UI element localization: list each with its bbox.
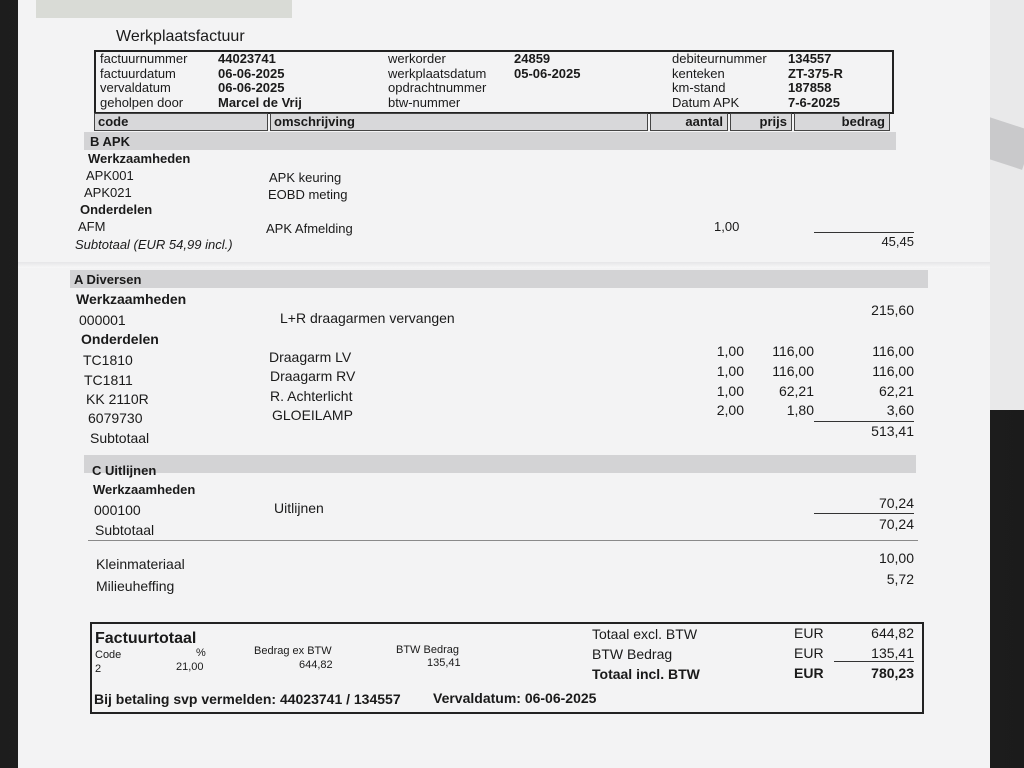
header-value: 44023741: [218, 51, 276, 66]
header-value: ZT-375-R: [788, 65, 843, 81]
section-a-part-aantal: 2,00: [716, 402, 744, 418]
section-a-part-prijs: 1,80: [786, 402, 814, 418]
extra-value: 10,00: [878, 550, 914, 566]
section-a-bar: [70, 270, 928, 288]
section-a-werk-code: 000001: [79, 312, 126, 328]
invoice-title: Werkplaatsfactuur: [116, 28, 245, 45]
section-b-werk-code: APK021: [84, 185, 132, 200]
header-label: btw-nummer: [388, 94, 461, 110]
total-line-label: BTW Bedrag: [592, 646, 673, 662]
total-line-label: Totaal excl. BTW: [592, 626, 698, 642]
vat-header-code: Code: [95, 649, 122, 661]
header-col1-labels: [100, 52, 187, 110]
extra-value: 5,72: [886, 571, 914, 587]
section-b-bar: [84, 132, 896, 150]
header-label: werkplaatsdatum: [388, 65, 487, 81]
section-c-bar: [84, 455, 916, 473]
header-label: factuurdatum: [100, 65, 176, 81]
section-b-werk-desc: EOBD meting: [268, 187, 348, 202]
section-c-werk-bedrag: 70,24: [878, 495, 914, 511]
header-value: Marcel de Vrij: [218, 94, 302, 110]
header-col1-values: [218, 52, 302, 110]
section-a-part-bedrag: 116,00: [872, 363, 914, 379]
section-b-werk-desc: APK keuring: [269, 170, 342, 185]
section-a-part-code: KK 2110R: [86, 391, 149, 407]
invoice-paper: [18, 0, 990, 768]
section-a-part-aantal: 1,00: [716, 343, 744, 359]
header-value: 06-06-2025: [218, 65, 285, 81]
total-rule: [834, 661, 914, 662]
section-a-part-code: TC1810: [83, 352, 133, 368]
section-a-part-prijs: 62,21: [778, 383, 814, 399]
total-line-value: 135,41: [871, 645, 914, 661]
header-col3-values: [788, 52, 843, 110]
header-box: [94, 50, 894, 114]
section-a-part-desc: Draagarm RV: [270, 368, 356, 384]
section-a-part-bedrag: 116,00: [872, 343, 914, 359]
section-b-part-aantal: 1,00: [714, 219, 740, 234]
total-line-currency: EUR: [794, 645, 824, 661]
section-c-subtotal: 70,24: [878, 516, 914, 532]
header-label: factuurnummer: [100, 51, 188, 66]
header-value: 05-06-2025: [514, 65, 581, 81]
header-value: 06-06-2025: [218, 80, 285, 95]
header-value: 187858: [788, 80, 832, 95]
total-line-currency: EUR: [794, 665, 824, 681]
section-c-werk-desc: Uitlijnen: [274, 500, 324, 516]
section-c-werk-code: 000100: [94, 502, 141, 518]
col-header-prijs: prijs: [730, 113, 792, 131]
vat-row-pct: 21,00: [176, 661, 204, 673]
section-a-werk-label: Werkzaamheden: [76, 291, 187, 307]
section-a-onderdelen-label: Onderdelen: [81, 331, 159, 347]
header-col2-values: [514, 52, 581, 81]
vat-row-ex: 644,82: [299, 659, 333, 671]
col-header-bedrag: bedrag: [794, 113, 890, 131]
section-a-werk-desc: L+R draagarmen vervangen: [280, 310, 455, 326]
header-value: 134557: [788, 51, 832, 66]
section-a-part-prijs: 116,00: [772, 343, 814, 359]
section-a-part-desc: R. Achterlicht: [270, 388, 353, 404]
header-col3-labels: [672, 52, 767, 110]
section-b-werk-code: APK001: [86, 168, 134, 183]
section-c-werk-label: Werkzaamheden: [93, 482, 196, 497]
section-b-werk-label: Werkzaamheden: [88, 151, 191, 166]
header-label: opdrachtnummer: [388, 80, 487, 95]
col-header-aantal: aantal: [650, 113, 728, 131]
header-label: km-stand: [672, 80, 726, 95]
subtotal-rule: [814, 232, 914, 233]
header-value: 7-6-2025: [788, 94, 841, 110]
due-note: Vervaldatum: 06-06-2025: [433, 690, 597, 706]
total-line-value: 780,23: [871, 665, 914, 681]
top-strip: [36, 0, 292, 18]
section-divider: [88, 540, 918, 541]
section-a-part-aantal: 1,00: [716, 363, 744, 379]
section-a-part-code: 6079730: [88, 410, 143, 426]
section-a-part-aantal: 1,00: [716, 383, 744, 399]
subtotal-rule: [814, 513, 914, 514]
section-a-part-prijs: 116,00: [772, 363, 814, 379]
extra-label: Kleinmateriaal: [96, 556, 185, 572]
header-label: geholpen door: [100, 94, 184, 110]
header-label: debiteurnummer: [672, 51, 767, 66]
section-b-onderdelen-label: Onderdelen: [80, 202, 153, 217]
vat-row-code: 2: [95, 663, 102, 675]
section-c-subtotal-label: Subtotaal: [95, 522, 155, 538]
header-label: werkorder: [388, 51, 446, 66]
section-a-werk-bedrag: 215,60: [871, 302, 914, 318]
section-c-title: C Uitlijnen: [92, 463, 157, 478]
vat-header-btw: BTW Bedrag: [396, 644, 459, 656]
totals-title: Factuurtotaal: [95, 630, 197, 647]
header-label: vervaldatum: [100, 80, 171, 95]
header-label: Datum APK: [672, 94, 740, 110]
total-line-value: 644,82: [871, 625, 914, 641]
vat-header-pct: %: [196, 647, 206, 659]
subtotal-rule: [814, 421, 914, 422]
section-b-subtotal: 45,45: [881, 234, 914, 249]
section-a-subtotal: 513,41: [871, 423, 914, 439]
header-value: 24859: [514, 51, 551, 66]
section-b-part-code: AFM: [78, 219, 106, 234]
vat-header-ex: Bedrag ex BTW: [254, 645, 332, 657]
extra-label: Milieuheffing: [96, 578, 175, 594]
col-header-omschrijving: omschrijving: [270, 113, 648, 131]
header-label: kenteken: [672, 65, 725, 81]
section-a-part-bedrag: 3,60: [886, 402, 914, 418]
section-a-title: A Diversen: [74, 272, 142, 287]
header-col2-labels: [388, 52, 486, 110]
section-a-part-desc: GLOEILAMP: [272, 407, 353, 423]
section-a-part-code: TC1811: [84, 372, 133, 388]
payment-note: Bij betaling svp vermelden: 44023741 / 134557: [94, 691, 401, 707]
section-a-part-desc: Draagarm LV: [269, 349, 352, 365]
section-b-subtotal-label: Subtotaal (EUR 54,99 incl.): [75, 237, 233, 252]
vat-row-btw: 135,41: [427, 657, 461, 669]
section-a-subtotal-label: Subtotaal: [90, 430, 150, 446]
section-b-part-desc: APK Afmelding: [266, 221, 353, 236]
col-header-code: code: [94, 113, 268, 131]
paper-fold: [18, 262, 990, 268]
total-line-currency: EUR: [794, 625, 824, 641]
total-line-label: Totaal incl. BTW: [592, 666, 700, 682]
section-a-part-bedrag: 62,21: [878, 383, 914, 399]
section-b-title: B APK: [90, 134, 130, 149]
